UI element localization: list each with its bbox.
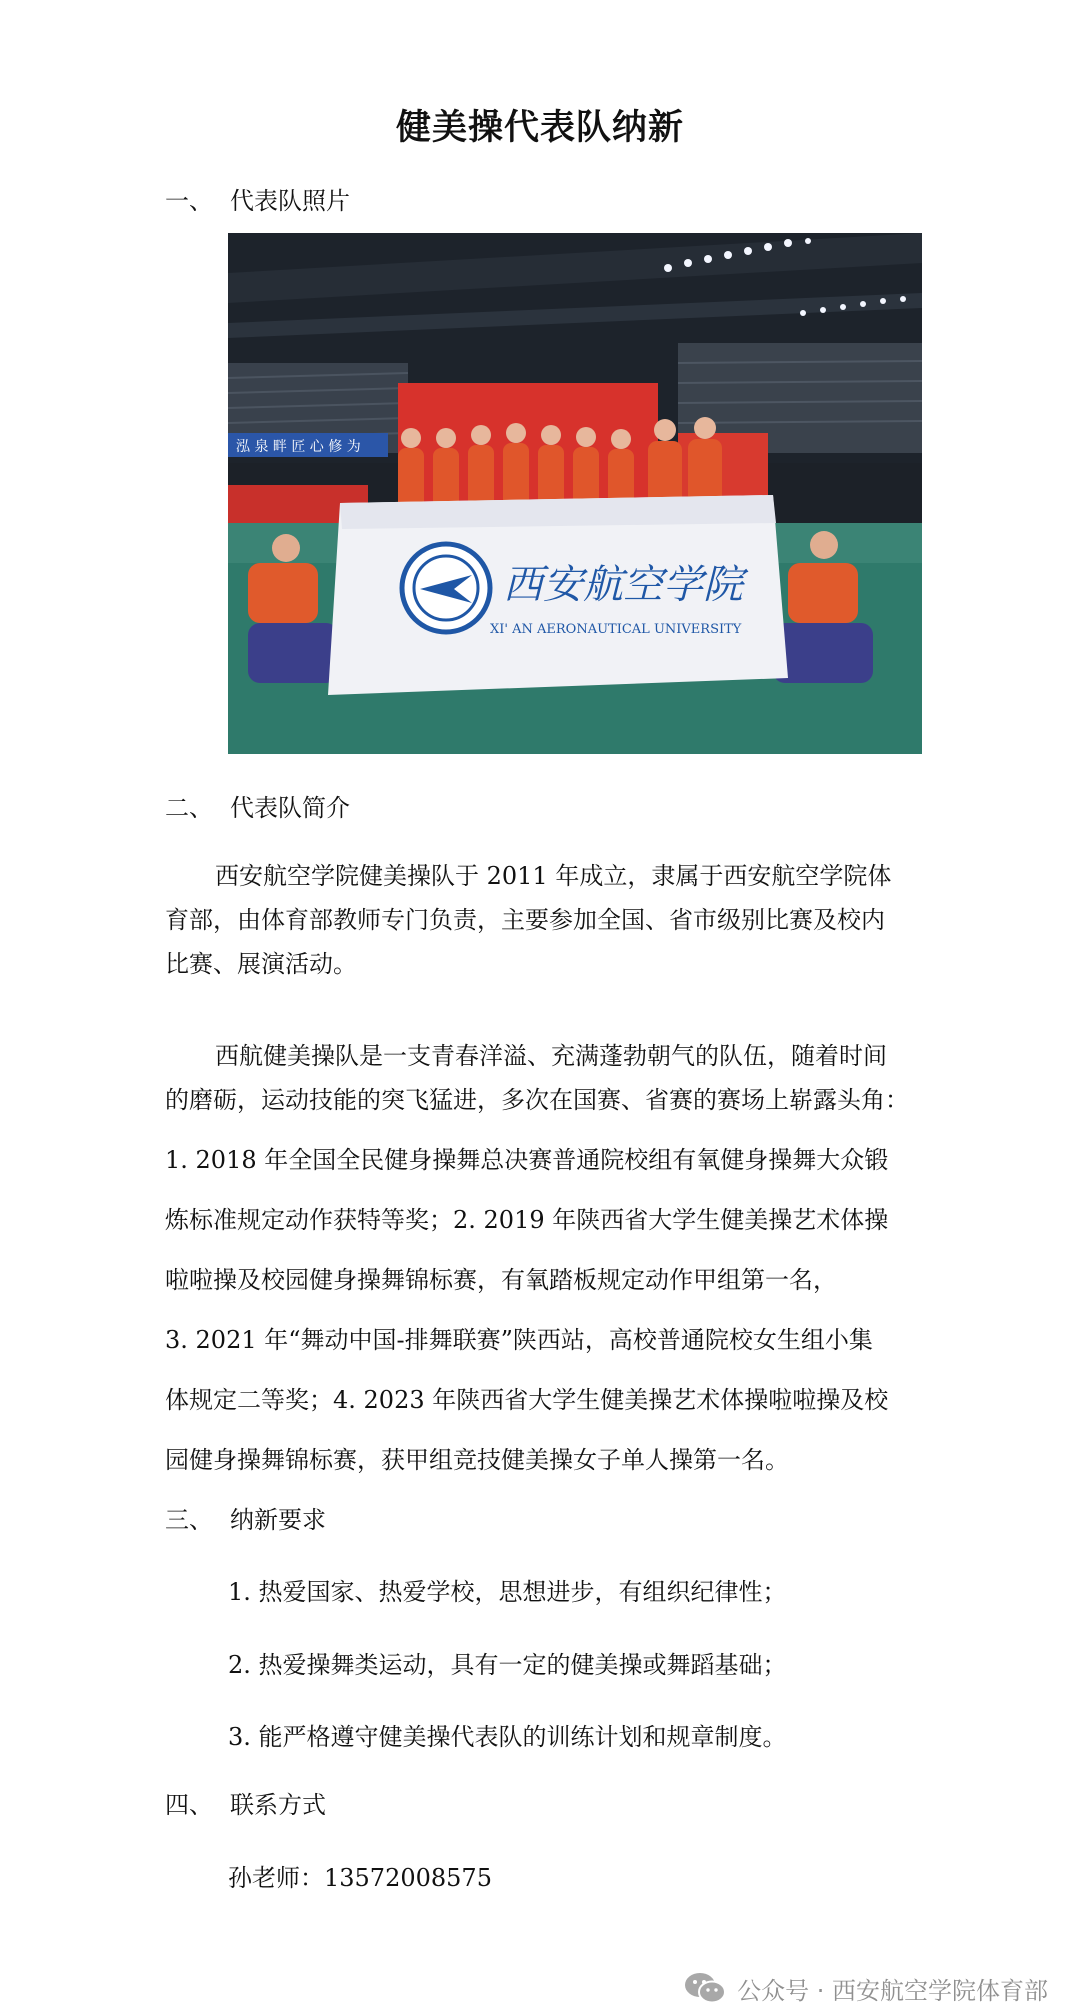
text-line: 啦啦操及校园健身操舞锦标赛，有氧踏板规定动作甲组第一名，: [165, 1266, 837, 1294]
section-title: 代表队照片: [230, 187, 350, 215]
team-photo: [228, 233, 922, 754]
hall-sign-text: 泓 泉 畔 匠 心 修 为: [236, 439, 361, 455]
requirement-item: 2. 热爱操舞类运动，具有一定的健美操或舞蹈基础；: [228, 1651, 787, 1679]
text-line: 比赛、展演活动。: [165, 950, 357, 978]
wechat-account-label: 公众号 · 西安航空学院体育部: [737, 1976, 1048, 2005]
section-title: 纳新要求: [230, 1506, 326, 1534]
banner-university-name: 西安航空学院: [503, 562, 743, 608]
section-number: 四、: [165, 1791, 213, 1819]
section-number: 二、: [165, 794, 213, 822]
section-heading-photo: [165, 181, 350, 216]
intro-paragraph-2: [165, 1034, 915, 1482]
section-title: 联系方式: [230, 1791, 326, 1819]
text-line: 西安航空学院健美操队于 2011 年成立，隶属于西安航空学院体: [215, 862, 892, 890]
intro-paragraph-1: [165, 854, 915, 986]
text-line: 炼标准规定动作获特等奖；2. 2019 年陕西省大学生健美操艺术体操: [165, 1206, 889, 1234]
page-title: 健美操代表队纳新: [395, 107, 684, 148]
wechat-icon: [683, 1971, 727, 2005]
text-line: 园健身操舞锦标赛，获甲组竞技健美操女子单人操第一名。: [165, 1446, 789, 1474]
text-line: 育部，由体育部教师专门负责，主要参加全国、省市级别比赛及校内: [165, 906, 885, 934]
wechat-account-watermark: [683, 1968, 1048, 2008]
text-line: 体规定二等奖；4. 2023 年陕西省大学生健美操艺术体操啦啦操及校: [165, 1386, 889, 1414]
section-number: 三、: [165, 1506, 213, 1534]
section-number: 一、: [165, 187, 213, 215]
text-line: 的磨砺，运动技能的突飞猛进，多次在国赛、省赛的赛场上崭露头角：: [165, 1086, 909, 1114]
text-line: 西航健美操队是一支青春洋溢、充满蓬勃朝气的队伍，随着时间: [215, 1042, 887, 1070]
text-line: 1. 2018 年全国全民健身操舞总决赛普通院校组有氧健身操舞大众锻: [165, 1146, 889, 1174]
requirement-item: 1. 热爱国家、热爱学校，思想进步，有组织纪律性；: [228, 1578, 787, 1606]
text-line: 3. 2021 年“舞动中国-排舞联赛”陕西站，高校普通院校女生组小集: [165, 1326, 873, 1354]
section-heading-intro: [165, 788, 350, 823]
contact-info: 孙老师：13572008575: [228, 1864, 492, 1892]
section-heading-contact: [165, 1785, 326, 1820]
banner-university-english: XI' AN AERONAUTICAL UNIVERSITY: [490, 622, 742, 637]
section-title: 代表队简介: [230, 794, 350, 822]
section-heading-requirements: [165, 1500, 326, 1535]
requirement-item: 3. 能严格遵守健美操代表队的训练计划和规章制度。: [228, 1723, 787, 1751]
